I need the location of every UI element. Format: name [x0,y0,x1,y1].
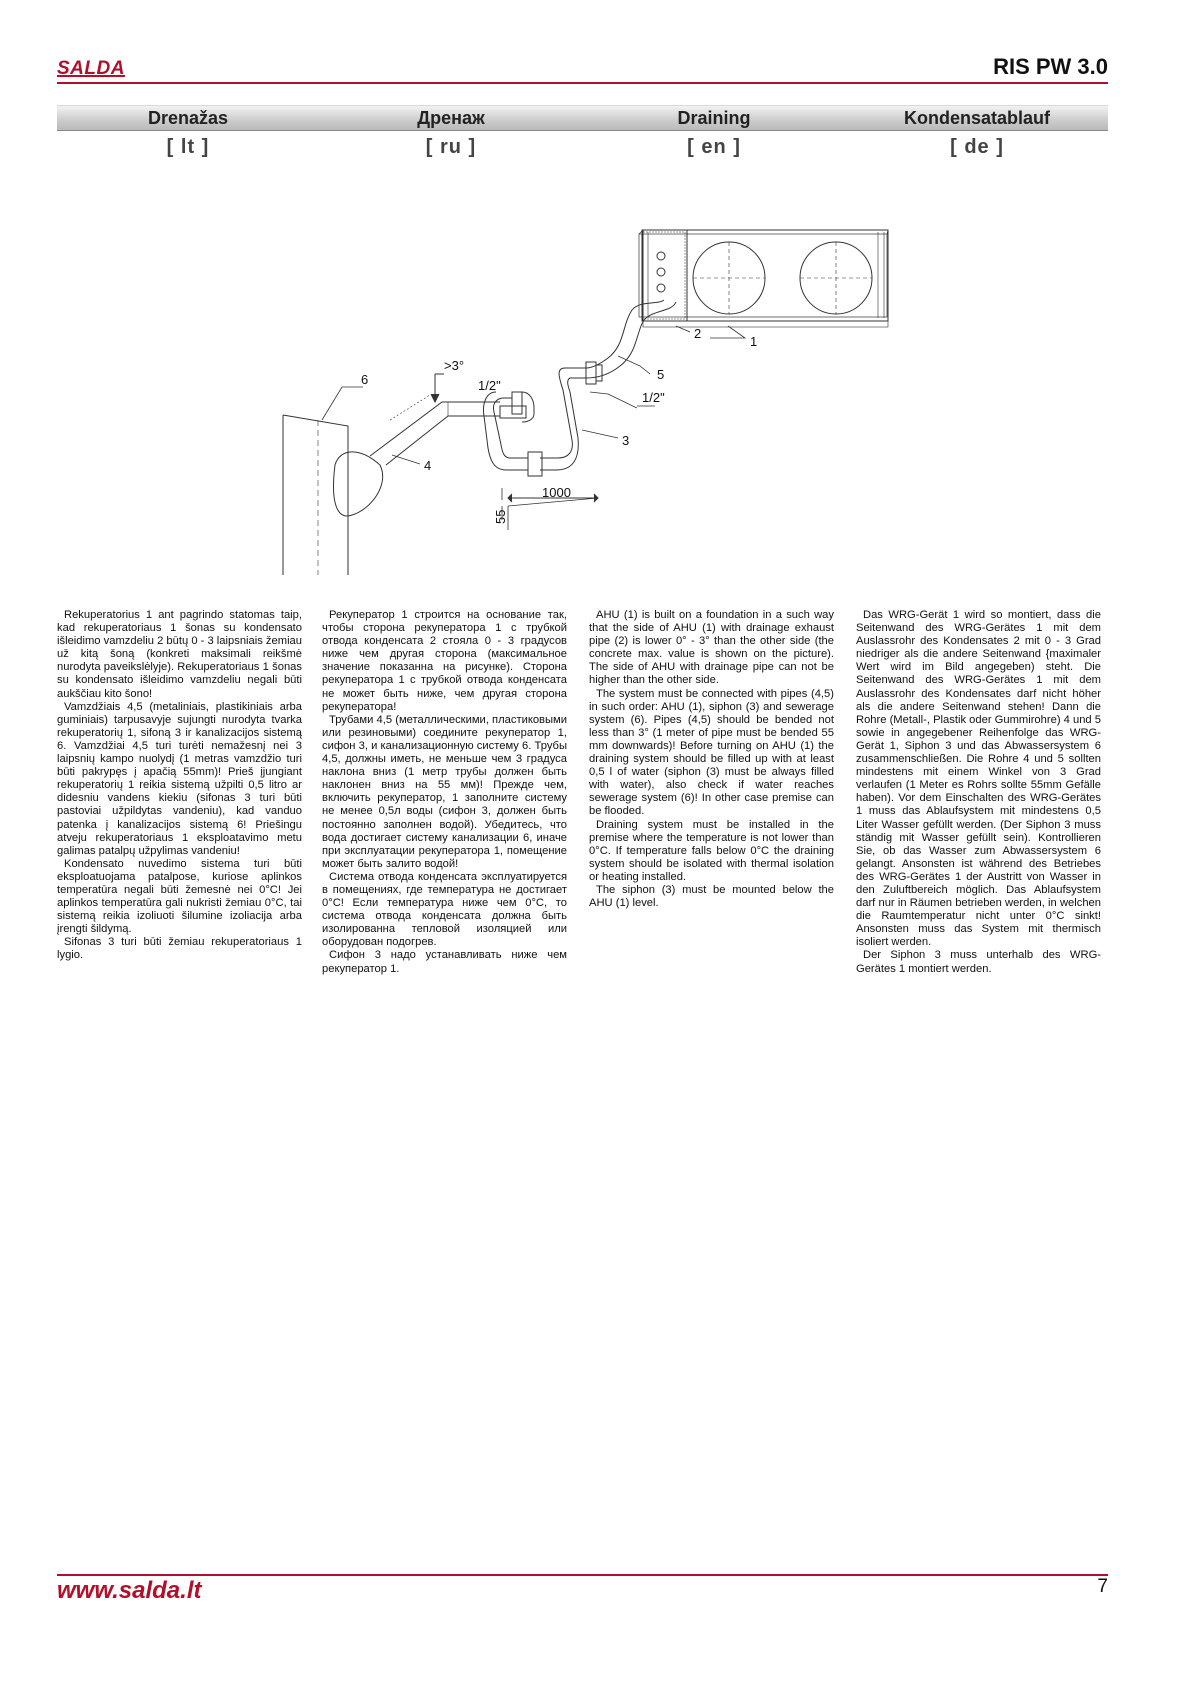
lang-tag-en: [ en ] [687,136,741,158]
paragraph: The system must be connected with pipes (4,5) in such order: AHU (1), siphon (3) and sewerage system (6). Pipes (4,5) should be bended not less than 3° (1 meter of pipe must be bended 55 mm downwards)! Before turning on AHU (1) the draining system should be filled up with at least 0,5 l of water (siphon (3) must be always filled with water), also check if water reaches sewerage system (6)! In other case premise can be flooded. [589,687,834,818]
label-6: 6 [361,372,369,387]
salda-logo: SALDA [57,58,125,79]
label-1: 1 [750,334,758,349]
drainage-diagram [250,225,900,585]
drain-pipe-4 [370,395,500,465]
paragraph: Rekuperatorius 1 ant pagrindo statomas taip, kad rekuperatoriaus 1 šonas su kondensato išleidimo vamzdeliu 2 būtų 0 - 3 laipsniais žemiau už kitą šoną (konkreti maksimali reikšmė nurodyta paveikslėlyje). Rekuperatoriaus 1 šonas su kondensato išleidimo vamzdeliu negali būti aukščiau kito šono! [57,609,302,700]
control-box [642,230,687,321]
ahu-unit [639,230,888,327]
paragraph: Kondensato nuvedimo sistema turi būti eksploatuojama patalpose, kuriose aplinkos temperatūra negali būti žemesnė nei 0°C! Jei aplinkos temperatūra gali nukristi žemiau 0°C, tai sistemą reikia izoliuoti šilumine izoliacija arba įrengti šildymą. [57,857,302,936]
label-length: 1000 [542,485,571,500]
paragraph: Draining system must be installed in the premise where the temperature is not lower than 0°C. If temperature falls below 0°C the draining system should be isolated with thermal isolation or heating installed. [589,818,834,883]
title-ru: Дренаж [417,108,485,128]
paragraph: Система отвода конденсата эксплуатируется в помещениях, где температура не достигает 0°C! Если температура ниже чем 0°C, то система отвода конденсата должна быть изолированна тепловой изоляцией или оборудован подогрев. [322,870,567,949]
header-rule [57,82,1108,84]
column-ru [322,609,567,976]
paragraph: Рекуператор 1 строится на основание так, чтобы сторона рекуператора 1 с трубкой отвода конденсата 2 стояла 0 - 3 градусов ниже чем другая сторона (максимальное значение показанна на рисунке). Сторона рекуператора 1 с трубкой отвода конденсата не может быть ниже, чем другая сторона рекуператора! [322,609,567,713]
label-5: 5 [657,367,665,382]
column-en [589,609,834,910]
column-lt [57,609,302,963]
sewerage-pipe-6 [283,415,383,575]
column-de [856,609,1101,976]
label-pipe-a: 1/2" [478,378,501,393]
paragraph: AHU (1) is built on a foundation in a such way that the side of AHU (1) with drainage exhaust pipe (2) is lower 0° - 3° than the other side (the concrete max. value is shown on the picture). The side of AHU with drainage pipe can not be higher than the other side. [589,609,834,687]
paragraph: Sifonas 3 turi būti žemiau rekuperatoriaus 1 lygio. [57,936,302,962]
footer-rule [57,1574,1108,1576]
paragraph: Das WRG-Gerät 1 wird so montiert, dass die Seitenwand des WRG-Gerätes 1 mit dem Auslassrohr des Kondensates 2 mit 0 - 3 Grad niedriger als die andere Seitenwand {maximaler Wert wird im Bild angegeben) steht. Die Seitenwand des WRG-Gerätes 1 mit dem Auslassrohr des Kondensates darf nicht höher als die andere Seitenwand stehen! Dann die Rohre (Metall-, Plastik oder Gummirohre) 4 und 5 sowie in angegebener Reihenfolge das WRG-Gerät 1, Siphon 3 und das Abwassersystem 6 zusammenschließen. Die Rohre 4 und 5 sollten mindestens mit einem Winkel von 3 Grad verlaufen (1 Meter es Rohrs sollte 55mm Gefälle haben). Vor dem Einschalten des WRG-Gerätes 1 muss das Ablaufsystem mit mindestens 0,5 Liter Wasser gefüllt werden. (Der Siphon 3 muss ständig mit Wasser gefüllt sein). Kontrollieren Sie, ob das Wasser zum Abwassersystem 6 gelangt. Ansonsten ist während des Betriebes des WRG-Gerätes 1 der Austritt von Wasser in den Zuluftbereich möglich. Das Ablaufsystem darf nur in Räumen betrieben werden, in welchen die Raumtemperatur nicht unter 0°C sinkt! Ansonsten muss das System mit thermisch isoliert werden. [856,609,1101,949]
label-angle: >3° [444,358,465,373]
paragraph: Der Siphon 3 muss unterhalb des WRG-Gerätes 1 montiert werden. [856,949,1101,975]
website-link[interactable]: www.salda.lt [57,1577,202,1604]
page-number: 7 [1097,1576,1108,1597]
lang-tag-de: [ de ] [950,136,1004,158]
model-name: RIS PW 3.0 [993,54,1108,79]
leader-lines [322,326,745,464]
label-4: 4 [424,458,432,473]
title-de: Kondensatablauf [903,108,1050,128]
angle-marker [431,374,444,402]
paragraph: The siphon (3) must be mounted below the AHU (1) level. [589,883,834,910]
title-en: Draining [677,108,751,128]
lang-tag-ru: [ ru ] [425,136,477,158]
paragraph: Vamzdžiais 4,5 (metaliniais, plastikiniais arba guminiais) tarpusavyje sujungti nurodyta tvarka rekuperatorių 1, sifoną 3 ir kanalizacijos sistemą 6. Vamzdžiai 4,5 turi turėti nemažesnį nei 3 laipsnių kampo nuolydį (1 metras vamzdžio turi būti pakrypęs į apačią 55mm)! Prieš įjungiant rekuperatorių 1 reikia sistemą užpilti 0,5 litro ar didesniu vandens kiekiu (sifonas 3 turi būti pastoviai užpildytas vandeniu), kad vanduo patenka į kanalizacijos sistemą 6! Priešingu atveju rekuperatoriaus 1 eksploatavimo metu galimas patalpų užpylimas vandeniu! [57,700,302,857]
paragraph: Трубами 4,5 (металлическими, пластиковыми или резиновыми) соедините рекуператор 1, сифон 3, и канализационную систему 6. Трубы 4,5, должны иметь, не меньше чем 3 градуса наклона вниз (1 метр трубы должен быть наклонен вниз на 55 мм)! Прежде чем, включить рекуператор, 1 заполните систему не менее 0,5л воды (сифон 3, должен быть постоянно заполнен водой). Убедитесь, что вода достигает систему канализации 6, иначе при эксплуатации рекуператора 1, помещение может быть залито водой! [322,713,567,870]
lang-tag-lt: [ lt ] [166,136,210,158]
paragraph: Сифон 3 надо устанавливать ниже чем рекуператор 1. [322,949,567,975]
label-3: 3 [622,433,630,448]
label-drop: 55 [493,509,508,524]
title-lt: Drenažas [147,108,229,128]
label-pipe-b: 1/2" [642,390,665,405]
label-2: 2 [694,326,702,341]
